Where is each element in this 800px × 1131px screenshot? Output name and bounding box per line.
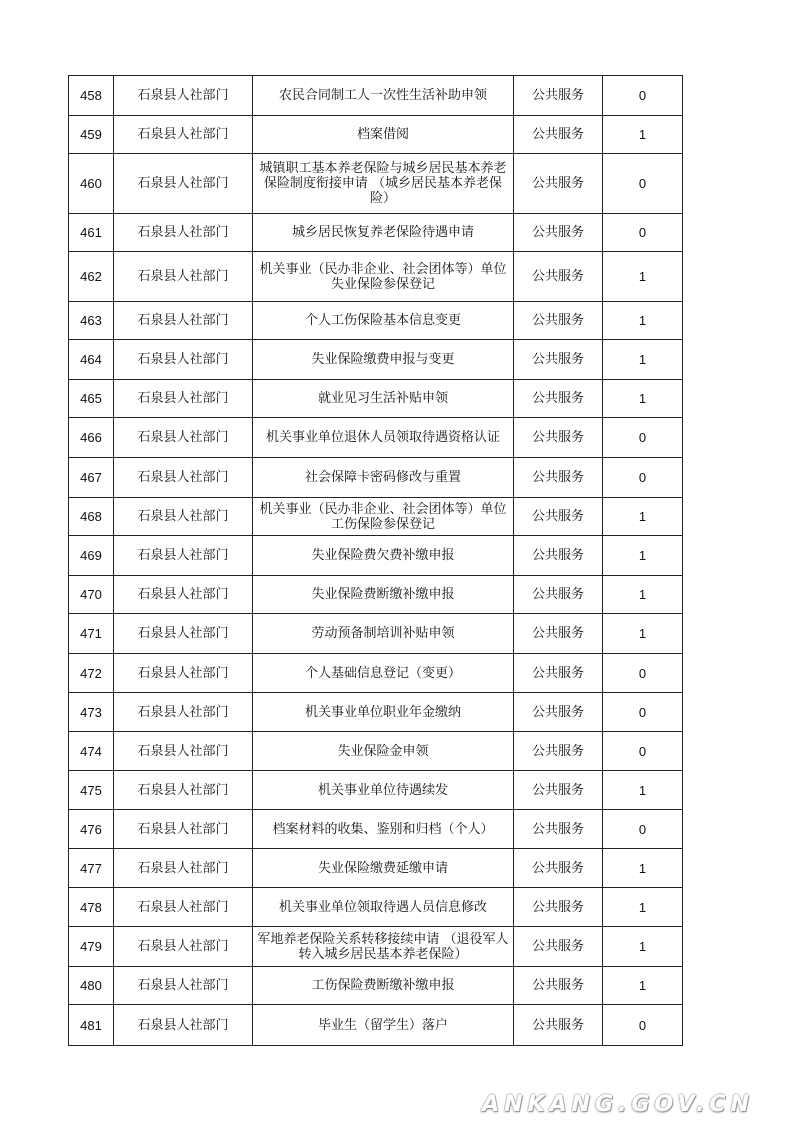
service-item-cell: 机关事业（民办非企业、社会团体等）单位工伤保险参保登记 xyxy=(253,498,514,536)
service-item-cell: 机关事业单位退休人员领取待遇资格认证 xyxy=(253,418,514,458)
row-number: 468 xyxy=(69,498,114,536)
value-cell: 1 xyxy=(603,536,683,576)
service-type-cell: 公共服务 xyxy=(514,849,603,888)
department-cell: 石泉县人社部门 xyxy=(114,498,253,536)
department-cell: 石泉县人社部门 xyxy=(114,418,253,458)
value-cell: 1 xyxy=(603,380,683,418)
service-item-cell: 机关事业单位职业年金缴纳 xyxy=(253,693,514,732)
service-item-cell: 机关事业（民办非企业、社会团体等）单位失业保险参保登记 xyxy=(253,252,514,302)
value-cell: 0 xyxy=(603,1005,683,1046)
service-item-cell: 城乡居民恢复养老保险待遇申请 xyxy=(253,214,514,252)
service-item-cell: 档案材料的收集、鉴别和归档（个人） xyxy=(253,810,514,849)
service-type-cell: 公共服务 xyxy=(514,116,603,154)
department-cell: 石泉县人社部门 xyxy=(114,849,253,888)
table-row xyxy=(69,536,683,576)
department-cell: 石泉县人社部门 xyxy=(114,576,253,614)
service-type-cell: 公共服务 xyxy=(514,302,603,340)
department-cell: 石泉县人社部门 xyxy=(114,302,253,340)
service-type-cell: 公共服务 xyxy=(514,340,603,380)
row-number: 470 xyxy=(69,576,114,614)
service-type-cell: 公共服务 xyxy=(514,810,603,849)
row-number: 475 xyxy=(69,771,114,810)
value-cell: 0 xyxy=(603,214,683,252)
value-cell: 1 xyxy=(603,927,683,967)
service-type-cell: 公共服务 xyxy=(514,458,603,498)
department-cell: 石泉县人社部门 xyxy=(114,927,253,967)
department-cell: 石泉县人社部门 xyxy=(114,380,253,418)
table-row xyxy=(69,771,683,810)
service-type-cell: 公共服务 xyxy=(514,654,603,693)
row-number: 459 xyxy=(69,116,114,154)
value-cell: 0 xyxy=(603,654,683,693)
row-number: 462 xyxy=(69,252,114,302)
service-item-cell: 个人基础信息登记（变更） xyxy=(253,654,514,693)
department-cell: 石泉县人社部门 xyxy=(114,693,253,732)
table-row xyxy=(69,732,683,771)
service-type-cell: 公共服务 xyxy=(514,154,603,214)
department-cell: 石泉县人社部门 xyxy=(114,732,253,771)
row-number: 476 xyxy=(69,810,114,849)
service-item-cell: 劳动预备制培训补贴申领 xyxy=(253,614,514,654)
department-cell: 石泉县人社部门 xyxy=(114,654,253,693)
table-row xyxy=(69,380,683,418)
value-cell: 1 xyxy=(603,771,683,810)
service-type-cell: 公共服务 xyxy=(514,614,603,654)
table-row xyxy=(69,76,683,116)
table-row xyxy=(69,418,683,458)
value-cell: 0 xyxy=(603,732,683,771)
table-row xyxy=(69,614,683,654)
service-type-cell: 公共服务 xyxy=(514,927,603,967)
service-item-cell: 城镇职工基本养老保险与城乡居民基本养老保险制度衔接申请 （城乡居民基本养老保险） xyxy=(253,154,514,214)
table-row xyxy=(69,849,683,888)
watermark-text: ANKANG.GOV.CN xyxy=(482,1092,754,1117)
service-item-cell: 机关事业单位待遇续发 xyxy=(253,771,514,810)
service-item-cell: 社会保障卡密码修改与重置 xyxy=(253,458,514,498)
department-cell: 石泉县人社部门 xyxy=(114,252,253,302)
table-row xyxy=(69,458,683,498)
table-row xyxy=(69,967,683,1005)
department-cell: 石泉县人社部门 xyxy=(114,614,253,654)
value-cell: 1 xyxy=(603,116,683,154)
department-cell: 石泉县人社部门 xyxy=(114,76,253,116)
row-number: 473 xyxy=(69,693,114,732)
table-row xyxy=(69,214,683,252)
service-item-cell: 失业保险费断缴补缴申报 xyxy=(253,576,514,614)
value-cell: 1 xyxy=(603,967,683,1005)
value-cell: 0 xyxy=(603,810,683,849)
table-row xyxy=(69,252,683,302)
value-cell: 1 xyxy=(603,849,683,888)
table-row xyxy=(69,810,683,849)
row-number: 461 xyxy=(69,214,114,252)
service-item-cell: 毕业生（留学生）落户 xyxy=(253,1005,514,1046)
department-cell: 石泉县人社部门 xyxy=(114,116,253,154)
row-number: 464 xyxy=(69,340,114,380)
row-number: 479 xyxy=(69,927,114,967)
service-type-cell: 公共服务 xyxy=(514,380,603,418)
department-cell: 石泉县人社部门 xyxy=(114,967,253,1005)
table-row xyxy=(69,302,683,340)
service-item-cell: 军地养老保险关系转移接续申请 （退役军人转入城乡居民基本养老保险） xyxy=(253,927,514,967)
department-cell: 石泉县人社部门 xyxy=(114,340,253,380)
table-row xyxy=(69,116,683,154)
service-type-cell: 公共服务 xyxy=(514,771,603,810)
service-item-cell: 个人工伤保险基本信息变更 xyxy=(253,302,514,340)
value-cell: 0 xyxy=(603,458,683,498)
row-number: 480 xyxy=(69,967,114,1005)
service-item-cell: 失业保险金申领 xyxy=(253,732,514,771)
table-row xyxy=(69,498,683,536)
service-type-cell: 公共服务 xyxy=(514,498,603,536)
service-item-cell: 农民合同制工人一次性生活补助申领 xyxy=(253,76,514,116)
row-number: 458 xyxy=(69,76,114,116)
value-cell: 0 xyxy=(603,76,683,116)
service-type-cell: 公共服务 xyxy=(514,576,603,614)
service-type-cell: 公共服务 xyxy=(514,967,603,1005)
table-row xyxy=(69,888,683,927)
value-cell: 1 xyxy=(603,576,683,614)
service-item-cell: 就业见习生活补贴申领 xyxy=(253,380,514,418)
value-cell: 0 xyxy=(603,418,683,458)
service-item-cell: 失业保险费欠费补缴申报 xyxy=(253,536,514,576)
table-row xyxy=(69,927,683,967)
service-table-body xyxy=(69,76,683,1046)
service-item-cell: 工伤保险费断缴补缴申报 xyxy=(253,967,514,1005)
value-cell: 1 xyxy=(603,614,683,654)
row-number: 474 xyxy=(69,732,114,771)
department-cell: 石泉县人社部门 xyxy=(114,154,253,214)
department-cell: 石泉县人社部门 xyxy=(114,458,253,498)
department-cell: 石泉县人社部门 xyxy=(114,810,253,849)
value-cell: 1 xyxy=(603,888,683,927)
department-cell: 石泉县人社部门 xyxy=(114,1005,253,1046)
service-item-cell: 机关事业单位领取待遇人员信息修改 xyxy=(253,888,514,927)
value-cell: 1 xyxy=(603,498,683,536)
value-cell: 1 xyxy=(603,302,683,340)
service-item-cell: 失业保险缴费申报与变更 xyxy=(253,340,514,380)
service-type-cell: 公共服务 xyxy=(514,693,603,732)
value-cell: 0 xyxy=(603,693,683,732)
service-type-cell: 公共服务 xyxy=(514,536,603,576)
row-number: 466 xyxy=(69,418,114,458)
department-cell: 石泉县人社部门 xyxy=(114,536,253,576)
table-row xyxy=(69,154,683,214)
service-table xyxy=(68,75,683,1046)
row-number: 471 xyxy=(69,614,114,654)
table-row xyxy=(69,340,683,380)
service-item-cell: 档案借阅 xyxy=(253,116,514,154)
service-type-cell: 公共服务 xyxy=(514,76,603,116)
row-number: 481 xyxy=(69,1005,114,1046)
service-type-cell: 公共服务 xyxy=(514,252,603,302)
department-cell: 石泉县人社部门 xyxy=(114,214,253,252)
value-cell: 1 xyxy=(603,340,683,380)
row-number: 472 xyxy=(69,654,114,693)
service-type-cell: 公共服务 xyxy=(514,418,603,458)
row-number: 477 xyxy=(69,849,114,888)
row-number: 463 xyxy=(69,302,114,340)
value-cell: 0 xyxy=(603,154,683,214)
service-type-cell: 公共服务 xyxy=(514,732,603,771)
service-type-cell: 公共服务 xyxy=(514,1005,603,1046)
table-row xyxy=(69,654,683,693)
service-type-cell: 公共服务 xyxy=(514,214,603,252)
table-row xyxy=(69,576,683,614)
service-type-cell: 公共服务 xyxy=(514,888,603,927)
table-row xyxy=(69,693,683,732)
value-cell: 1 xyxy=(603,252,683,302)
row-number: 465 xyxy=(69,380,114,418)
table-row xyxy=(69,1005,683,1046)
row-number: 478 xyxy=(69,888,114,927)
department-cell: 石泉县人社部门 xyxy=(114,771,253,810)
row-number: 469 xyxy=(69,536,114,576)
department-cell: 石泉县人社部门 xyxy=(114,888,253,927)
service-item-cell: 失业保险缴费延缴申请 xyxy=(253,849,514,888)
row-number: 467 xyxy=(69,458,114,498)
row-number: 460 xyxy=(69,154,114,214)
